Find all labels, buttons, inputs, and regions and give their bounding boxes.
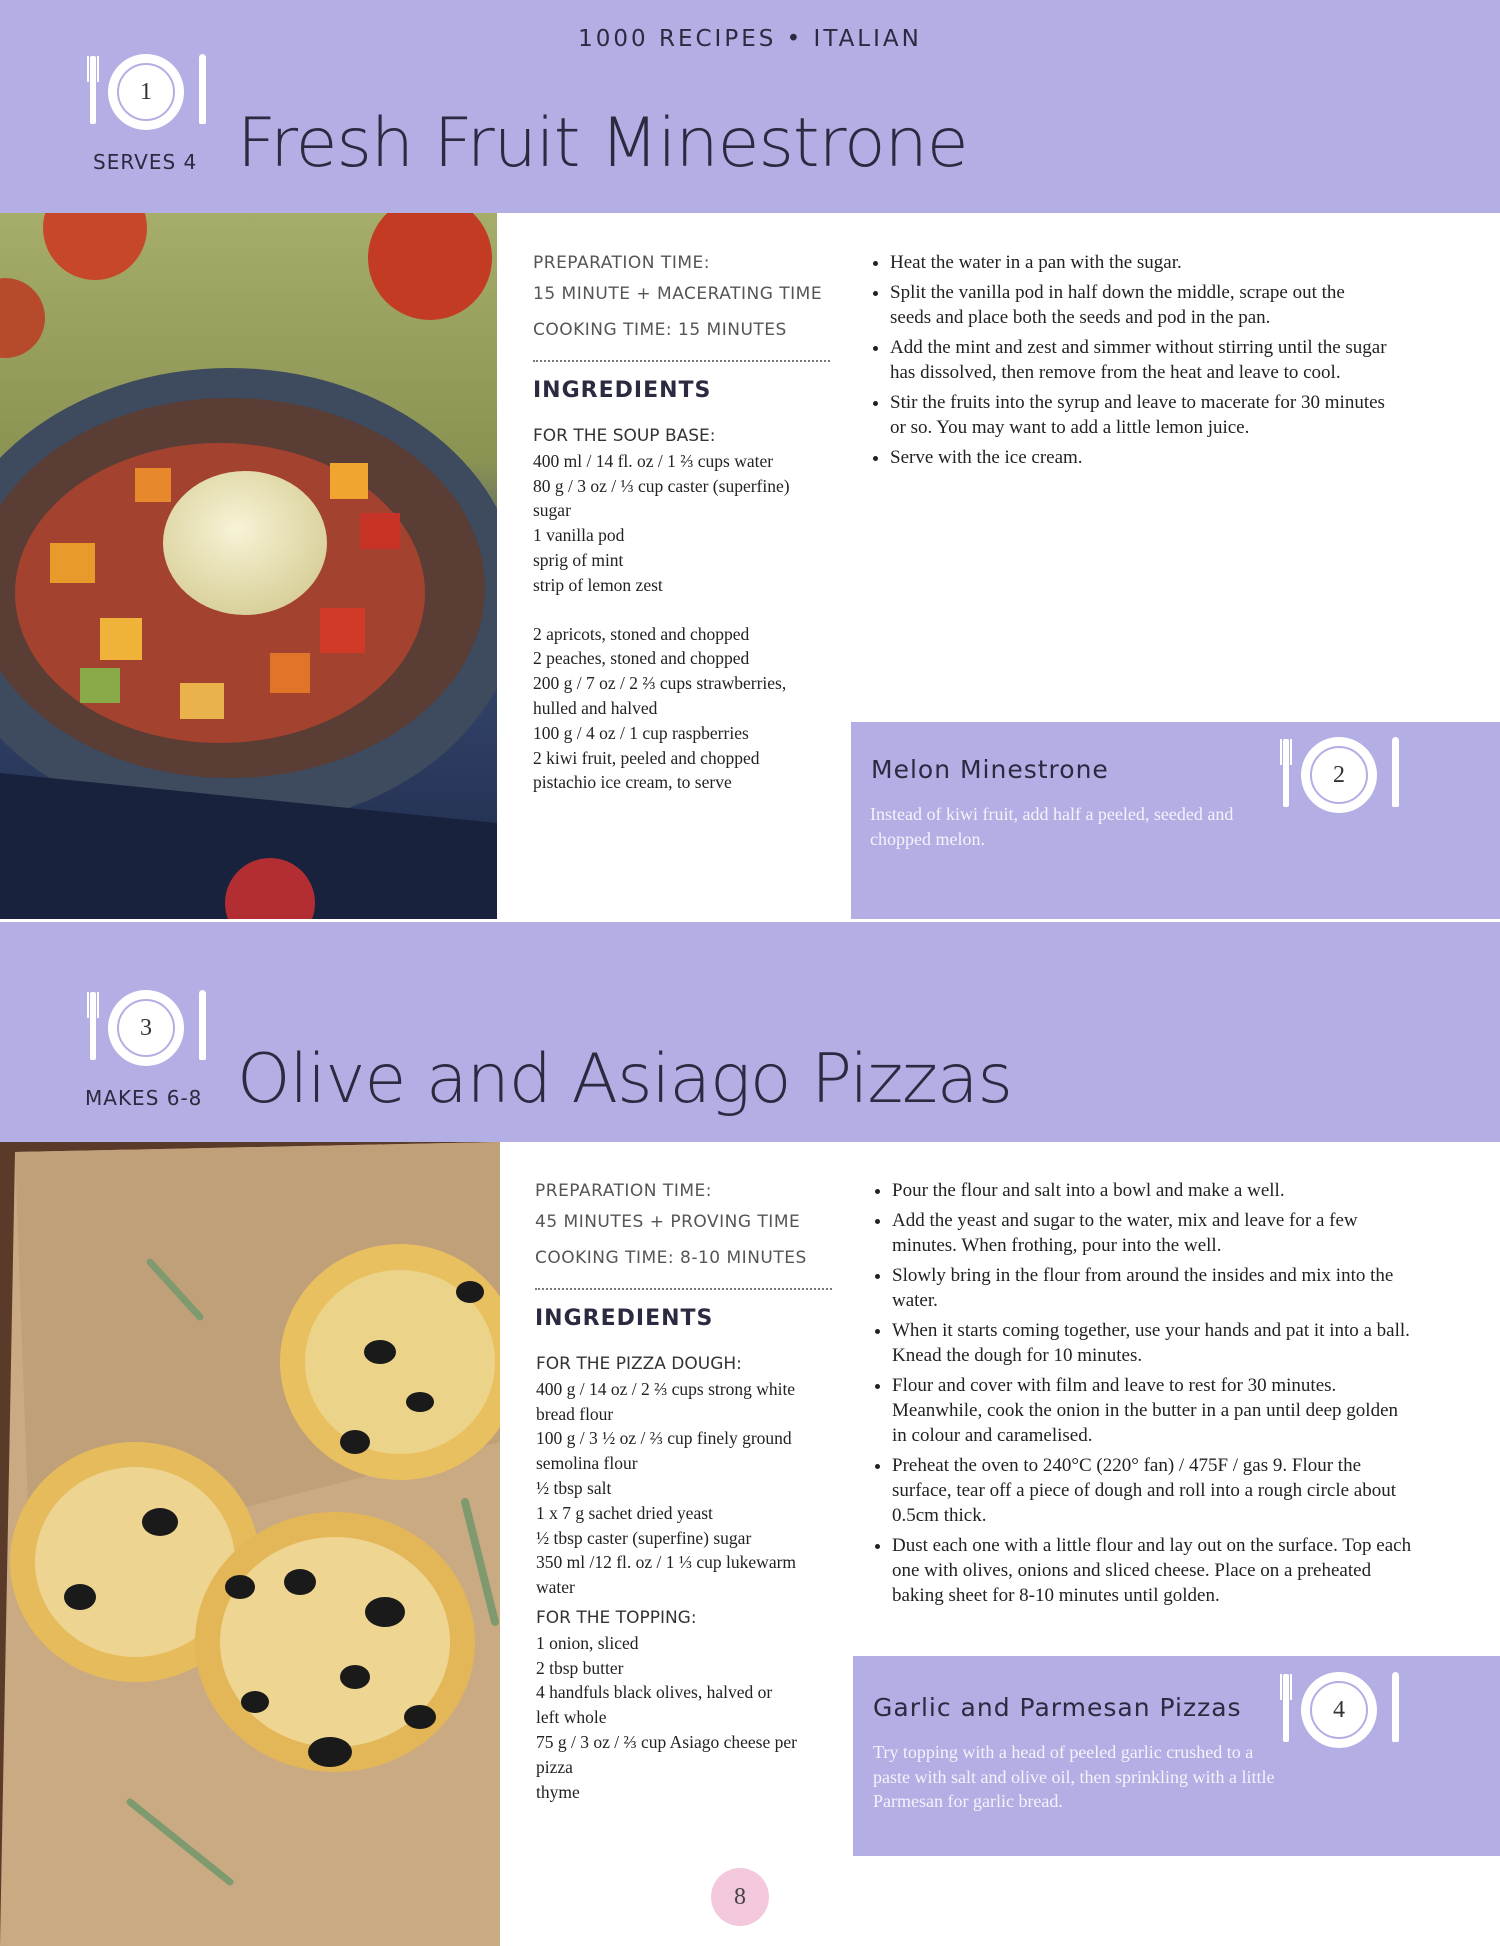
ingredients-subhead: FOR THE TOPPING: — [536, 1607, 697, 1628]
prep-time-label: PREPARATION TIME: — [535, 1181, 712, 1201]
divider — [535, 1288, 832, 1290]
ingredient-item: 1 x 7 g sachet dried yeast — [536, 1502, 713, 1523]
ingredient-item: 400 g / 14 oz / 2 ⅔ cups strong white — [536, 1378, 796, 1399]
method-step: • Pour the flour and salt into a bowl and make a well. — [892, 1178, 1412, 1203]
ingredient-item: 80 g / 3 oz / ⅓ cup caster (superfine) — [533, 475, 790, 496]
knife-icon — [1392, 1672, 1399, 1742]
recipe-title: Olive and Asiago Pizzas — [237, 1040, 1012, 1119]
ingredient-item: strip of lemon zest — [533, 574, 663, 595]
variation-text: Instead of kiwi fruit, add half a peeled, seeded and chopped melon. — [870, 804, 1234, 849]
method-step: • Stir the fruits into the syrup and leave to macerate for 30 minutes or so. You may want to add a little lemon juice. — [890, 390, 1390, 440]
ingredients-heading: INGREDIENTS — [535, 1306, 714, 1331]
method-step: • Flour and cover with film and leave to rest for 30 minutes. Meanwhile, cook the onion in the butter in a pan until deep golden in colour and caramelised. — [892, 1373, 1412, 1448]
prep-time-value: 45 MINUTES + PROVING TIME — [535, 1212, 801, 1232]
fork-icon — [1283, 1674, 1289, 1742]
book-running-head: 1000 RECIPES • ITALIAN — [578, 26, 922, 52]
ingredient-item: 100 g / 3 ½ oz / ⅔ cup finely ground — [536, 1428, 792, 1449]
prep-time-label: PREPARATION TIME: — [533, 253, 710, 273]
ingredient-item: 2 kiwi fruit, peeled and chopped — [533, 747, 760, 768]
knife-icon — [199, 990, 206, 1060]
ingredient-item: water — [536, 1577, 575, 1598]
ingredient-item: hulled and halved — [533, 697, 658, 718]
knife-icon — [199, 54, 206, 124]
cooking-time: COOKING TIME: 8-10 MINUTES — [535, 1248, 807, 1268]
variation-text: Try topping with a head of peeled garlic crushed to a paste with salt and olive oil, then sprinkling with a little Parmesan for garlic bread. — [873, 1742, 1275, 1811]
ingredients-list — [536, 1352, 836, 1804]
recipe2-photo — [0, 1142, 500, 1946]
method-step: • Slowly bring in the flour from around the insides and mix into the water. — [892, 1263, 1412, 1313]
divider — [533, 360, 830, 362]
ingredients-subhead: FOR THE SOUP BASE: — [533, 426, 716, 446]
variation-number: 2 — [1310, 746, 1368, 804]
ingredient-item: pistachio ice cream, to serve — [533, 772, 732, 793]
ingredient-item: 400 ml / 14 fl. oz / 1 ⅔ cups water — [533, 450, 774, 471]
method-step: • Add the mint and zest and simmer without stirring until the sugar has dissolved, then remove from the heat and leave to cool. — [890, 335, 1390, 385]
cooking-time: COOKING TIME: 15 MINUTES — [533, 320, 787, 340]
ingredient-item: ½ tbsp salt — [536, 1477, 612, 1498]
ingredient-item: 1 onion, sliced — [536, 1632, 639, 1653]
ingredient-item: bread flour — [536, 1403, 614, 1424]
method-step: • Heat the water in a pan with the sugar. — [890, 250, 1390, 275]
recipe-number: 1 — [117, 63, 175, 121]
recipe-number: 3 — [117, 999, 175, 1057]
ingredient-item: 100 g / 4 oz / 1 cup raspberries — [533, 722, 749, 743]
variation-title: Melon Minestrone — [871, 755, 1109, 784]
ingredient-item: 4 handfuls black olives, halved or — [536, 1682, 773, 1703]
method-step: • Serve with the ice cream. — [890, 445, 1390, 470]
ingredient-item: thyme — [536, 1781, 580, 1802]
fork-icon — [1283, 739, 1289, 807]
ingredient-item: 1 vanilla pod — [533, 525, 625, 546]
variation-title: Garlic and Parmesan Pizzas — [873, 1693, 1242, 1722]
ingredient-item: sprig of mint — [533, 549, 624, 570]
method-steps — [866, 250, 1390, 475]
ingredient-item: left whole — [536, 1707, 607, 1728]
method-step: • Split the vanilla pod in half down the middle, scrape out the seeds and place both the seeds and pod in the pan. — [890, 280, 1390, 330]
serves-label: SERVES 4 — [93, 150, 198, 174]
ingredients-subhead: FOR THE PIZZA DOUGH: — [536, 1354, 742, 1374]
fork-icon — [90, 56, 96, 124]
variation-box — [851, 722, 1500, 919]
plate-cutlery-icon — [90, 990, 206, 1070]
ingredients-list — [533, 424, 833, 795]
ingredients-heading: INGREDIENTS — [533, 378, 712, 403]
method-step: • Dust each one with a little flour and lay out on the surface. Top each one with olives, onions and sliced cheese. Place on a preheated baking sheet for 8-10 minutes until golden. — [892, 1533, 1412, 1608]
method-steps — [868, 1178, 1412, 1613]
knife-icon — [1392, 737, 1399, 807]
ingredient-item: 75 g / 3 oz / ⅔ cup Asiago cheese per — [536, 1731, 797, 1752]
method-step: • Preheat the oven to 240°C (220° fan) / 475F / gas 9. Flour the surface, tear off a piece of dough and roll into a rough circle about 0.5cm thick. — [892, 1453, 1412, 1528]
ingredient-item: 2 apricots, stoned and chopped — [533, 623, 750, 644]
prep-time-value: 15 MINUTE + MACERATING TIME — [533, 284, 823, 304]
fork-icon — [90, 992, 96, 1060]
recipe1-photo — [0, 213, 497, 919]
ingredient-item: ½ tbsp caster (superfine) sugar — [536, 1527, 752, 1548]
plate-cutlery-icon — [1283, 1672, 1399, 1752]
variation-box — [853, 1656, 1500, 1856]
makes-label: MAKES 6-8 — [85, 1086, 203, 1110]
ingredient-item: 350 ml /12 fl. oz / 1 ⅓ cup lukewarm — [536, 1552, 797, 1573]
variation-number: 4 — [1310, 1681, 1368, 1739]
ingredient-item: pizza — [536, 1756, 573, 1777]
method-step: • When it starts coming together, use your hands and pat it into a ball. Knead the dough for 10 minutes. — [892, 1318, 1412, 1368]
recipe-title: Fresh Fruit Minestrone — [237, 104, 968, 183]
ingredient-item: semolina flour — [536, 1453, 638, 1474]
page-number: 8 — [711, 1868, 769, 1926]
plate-cutlery-icon — [90, 54, 206, 134]
ingredient-item: 2 peaches, stoned and chopped — [533, 648, 750, 669]
ingredient-item: 2 tbsp butter — [536, 1657, 624, 1678]
ingredient-item: 200 g / 7 oz / 2 ⅔ cups strawberries, — [533, 673, 787, 694]
ingredient-item: sugar — [533, 500, 571, 521]
method-step: • Add the yeast and sugar to the water, mix and leave for a few minutes. When frothing, pour into the well. — [892, 1208, 1412, 1258]
plate-cutlery-icon — [1283, 737, 1399, 817]
